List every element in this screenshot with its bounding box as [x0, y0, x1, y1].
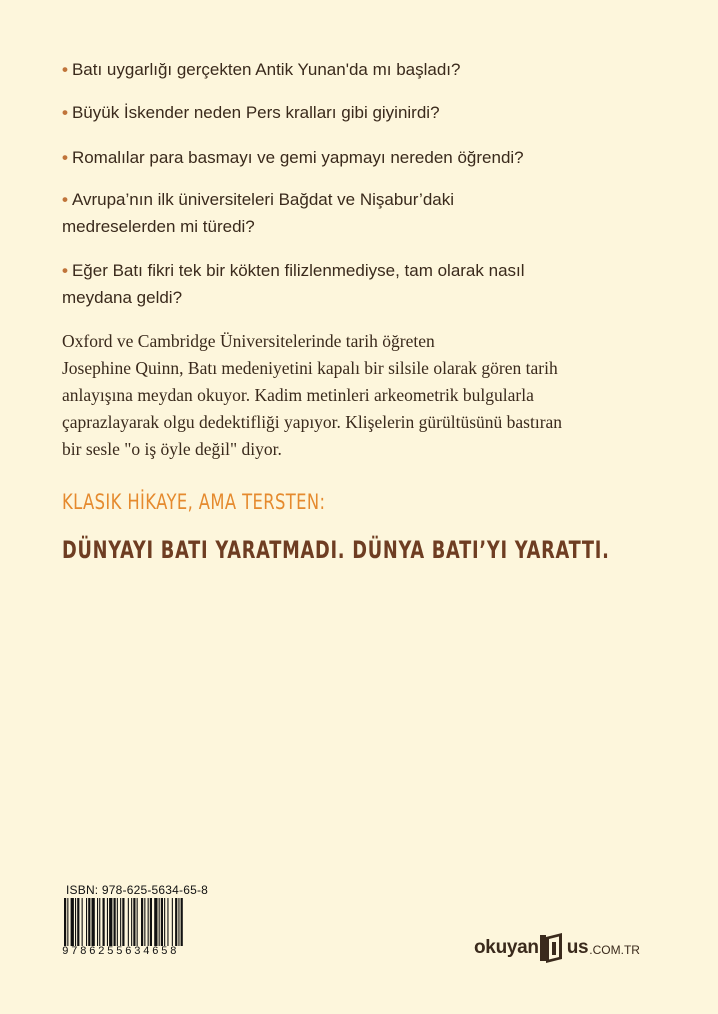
author-description — [62, 328, 662, 463]
publisher-domain: .COM.TR — [589, 942, 640, 957]
question-item — [62, 56, 662, 83]
book-icon — [540, 933, 566, 963]
publisher-name-part2: us — [566, 937, 589, 958]
question-text: Romalılar para basmayı ve gemi yapmayı nereden öğrendi? — [71, 148, 524, 167]
question-text: Eğer Batı fikri tek bir kökten filizlenmediyse, tam olarak nasıl — [71, 261, 525, 280]
question-item — [62, 186, 662, 240]
paragraph-line: Oxford ve Cambridge Üniversitelerinde tarih öğreten — [62, 331, 435, 351]
publisher-logo — [474, 930, 640, 966]
paragraph-line: anlayışına meydan okuyor. Kadim metinleri arkeometrik bulgularla — [62, 385, 534, 405]
question-item — [62, 257, 662, 311]
question-item — [62, 99, 662, 126]
question-text: Batı uygarlığı gerçekten Antik Yunan'da mı başladı? — [71, 60, 461, 79]
question-text-continued: meydana geldi? — [62, 288, 183, 307]
bullet-dot: • — [62, 103, 68, 122]
isbn-label: ISBN: 978-625-5634-65-8 — [66, 883, 209, 897]
paragraph-line: Josephine Quinn, Batı medeniyetini kapalı bir silsile olarak gören tarih — [62, 358, 558, 378]
bullet-dot: • — [62, 60, 68, 79]
slogan-heading: KLASIK HİKAYE, AMA TERSTEN: — [62, 490, 326, 514]
question-item — [62, 144, 662, 171]
publisher-name-part1: okuyan — [474, 937, 539, 958]
barcode-bars — [62, 898, 224, 946]
bullet-dot: • — [62, 148, 68, 167]
bullet-dot: • — [62, 190, 68, 209]
isbn-barcode — [62, 883, 224, 963]
paragraph-line: bir sesle "o iş öyle değil" diyor. — [62, 439, 282, 459]
question-text: Büyük İskender neden Pers kralları gibi giyinirdi? — [71, 103, 440, 122]
slogan-statement: DÜNYAYI BATI YARATMADI. DÜNYA BATI’YI YARATTI. — [62, 536, 610, 564]
paragraph-line: çaprazlayarak olgu dedektifliği yapıyor. Klişelerin gürültüsünü bastıran — [62, 412, 563, 432]
question-text-continued: medreselerden mi türedi? — [62, 217, 255, 236]
question-text: Avrupa’nın ilk üniversiteleri Bağdat ve Nişabur’daki — [71, 190, 455, 209]
bullet-dot: • — [62, 261, 68, 280]
barcode-digits: 9786255634658 — [62, 946, 180, 958]
